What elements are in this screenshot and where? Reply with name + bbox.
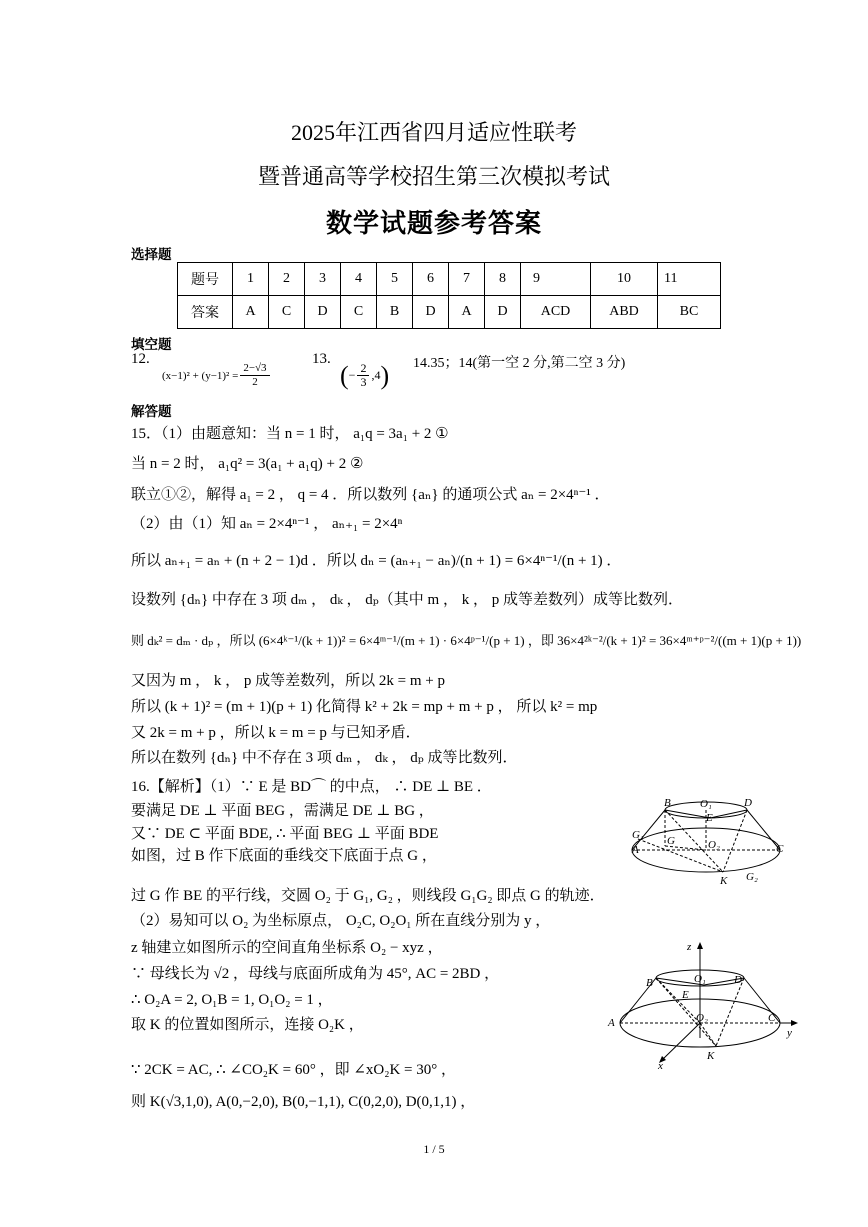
- table-cell: 6: [413, 263, 449, 296]
- q12-lhs: (x−1)² + (y−1)² =: [162, 369, 239, 382]
- label-G2: G₂: [746, 871, 758, 883]
- table-row: [178, 296, 721, 329]
- table-cell: 1: [233, 263, 269, 296]
- q15-line: 所以在数列 {dₙ} 中不存在 3 项 dₘ ， dₖ ， dₚ 成等比数列．: [131, 750, 518, 766]
- q16-line: z 轴建立如图所示的空间直角坐标系 O₂ − xyz ，: [131, 940, 443, 956]
- table-cell: 3: [305, 263, 341, 296]
- choice-heading: 选择题: [131, 247, 172, 263]
- table-cell: 8: [485, 263, 521, 296]
- q12-answer: [162, 362, 272, 389]
- q15-line: 则 dₖ² = dₘ · dₚ ，所以 (6×4ᵏ⁻¹/(k + 1))² = 6×4ᵐ⁻¹/(m + 1) · 6×4ᵖ⁻¹/(p + 1) ，即 36×4²ᵏ⁻²/(k + 1)² = 36×4ᵐ⁺ᵖ⁻²/((m + 1)(p + 1)): [131, 633, 802, 648]
- q15-line: （2）由（1）知 aₙ = 2×4ⁿ⁻¹ ， aₙ₊₁ = 2×4ⁿ: [131, 516, 403, 532]
- table-cell: A: [233, 296, 269, 329]
- label-D: D: [734, 974, 742, 986]
- q13-frac-top: 2: [357, 362, 369, 376]
- frustum-figure-2: [604, 938, 804, 1073]
- solutions-heading: 解答题: [131, 404, 172, 420]
- q16-line: （2）易知可以 O₂ 为坐标原点， O₂C, O₂O₁ 所在直线分别为 y ，: [131, 913, 551, 929]
- table-cell: C: [341, 296, 377, 329]
- label-E: E: [682, 989, 689, 1001]
- q12-number: 12.: [131, 351, 150, 367]
- label-K: K: [707, 1050, 715, 1062]
- answer-table: [177, 262, 721, 329]
- row-label-num: 题号: [178, 263, 233, 296]
- row-label-ans: 答案: [178, 296, 233, 329]
- label-C: C: [776, 843, 784, 855]
- label-K: K: [720, 875, 728, 887]
- table-cell: D: [305, 296, 341, 329]
- title-line-2: 暨普通高等学校招生第三次模拟考试: [257, 164, 610, 189]
- table-cell: B: [377, 296, 413, 329]
- q16-line: 如图，过 B 作下底面的垂线交下底面于点 G ，: [131, 848, 437, 864]
- label-x: x: [658, 1060, 663, 1072]
- page-title: 数学试题参考答案: [325, 209, 542, 239]
- label-G1: G₁: [632, 829, 644, 841]
- table-cell: 7: [449, 263, 485, 296]
- table-cell: D: [485, 296, 521, 329]
- table-cell: A: [449, 296, 485, 329]
- label-A: A: [632, 844, 639, 856]
- q13-answer: ( − $\frac{2}{3}$ ,4 ): [340, 360, 390, 390]
- q14-answer: 14.35；14(第一空 2 分,第二空 3 分): [413, 356, 626, 371]
- q16-line: 又∵ DE ⊂ 平面 BDE, ∴ 平面 BEG ⊥ 平面 BDE: [131, 826, 439, 842]
- frustum-figure-1: [628, 796, 798, 892]
- q16-line: 过 G 作 BE 的平行线，交圆 O₂ 于 G₁, G₂ ，则线段 G₁G₂ 即点 G 的轨迹．: [131, 888, 605, 904]
- q12-frac-top: 2−√3: [240, 362, 269, 376]
- label-O1: O₁: [694, 973, 706, 985]
- q15-line: 设数列 {dₙ} 中存在 3 项 dₘ ， dₖ ， dₚ（其中 m ， k ， p 成等差数列）成等比数列．: [131, 592, 683, 608]
- table-cell: BC: [658, 296, 721, 329]
- q15-line: 又因为 m ， k ， p 成等差数列，所以 2k = m + p: [131, 673, 446, 689]
- label-A: A: [608, 1017, 615, 1029]
- label-y: y: [787, 1027, 792, 1039]
- table-cell: C: [269, 296, 305, 329]
- table-cell: ACD: [521, 296, 591, 329]
- q15-line: 15．（1）由题意知：当 n = 1 时， a₁q = 3a₁ + 2 ①: [131, 426, 449, 442]
- table-cell: ABD: [591, 296, 658, 329]
- q15-line: 当 n = 2 时， a₁q² = 3(a₁ + a₁q) + 2 ②: [131, 456, 364, 472]
- table-cell: 4: [341, 263, 377, 296]
- table-cell: 5: [377, 263, 413, 296]
- label-E: E: [706, 812, 713, 824]
- table-cell: 11: [658, 263, 721, 296]
- title-line-1: 2025年江西省四月适应性联考: [290, 120, 577, 145]
- label-G: G: [667, 835, 675, 847]
- q16-line: 则 K(√3,1,0), A(0,−2,0), B(0,−1,1), C(0,2,0), D(0,1,1) ，: [131, 1094, 476, 1110]
- q16-line: ∵ 2CK = AC, ∴ ∠CO₂K = 60° ，即 ∠xO₂K = 30° ，: [131, 1062, 456, 1078]
- label-z: z: [687, 941, 692, 953]
- label-B: B: [646, 977, 653, 989]
- q15-line: 所以 (k + 1)² = (m + 1)(p + 1) 化简得 k² + 2k = mp + m + p ， 所以 k² = mp: [131, 699, 598, 715]
- q13-rest: ,4: [371, 368, 381, 382]
- table-cell: 10: [591, 263, 658, 296]
- label-B: B: [664, 797, 671, 809]
- fill-heading: 填空题: [131, 337, 172, 353]
- label-D: D: [744, 797, 752, 809]
- q16-line: 取 K 的位置如图所示，连接 O₂K ，: [131, 1017, 364, 1033]
- q16-line: ∵ 母线长为 √2 ，母线与底面所成角为 45°, AC = 2BD ，: [131, 966, 500, 982]
- q13-number: 13.: [312, 351, 331, 367]
- q12-frac-bottom: 2: [252, 376, 258, 388]
- q15-line: 又 2k = m + p ，所以 k = m = p 与已知矛盾．: [131, 725, 421, 741]
- page-number: 1 / 5: [423, 1142, 445, 1156]
- q13-frac-bottom: 3: [360, 375, 367, 389]
- label-O2: O₂: [708, 839, 720, 851]
- q16-line: ∴ O₂A = 2, O₁B = 1, O₁O₂ = 1 ，: [131, 992, 333, 1008]
- label-O2: O₂: [696, 1012, 708, 1024]
- label-O1: O₁: [700, 798, 712, 810]
- table-cell: D: [413, 296, 449, 329]
- q15-line: 联立①②，解得 a₁ = 2 ， q = 4 ．所以数列 {aₙ} 的通项公式 aₙ = 2×4ⁿ⁻¹ ．: [131, 487, 610, 503]
- table-cell: 2: [269, 263, 305, 296]
- label-C: C: [768, 1012, 776, 1024]
- q16-line: 16.【解析】（1）∵ E 是 BD⌒ 的中点， ∴ DE ⊥ BE ．: [131, 779, 492, 795]
- q16-line: 要满足 DE ⊥ 平面 BEG ，需满足 DE ⊥ BG ，: [131, 803, 434, 819]
- q15-line: 所以 aₙ₊₁ = aₙ + (n + 2 − 1)d ．所以 dₙ = (aₙ₊₁ − aₙ)/(n + 1) = 6×4ⁿ⁻¹/(n + 1) ．: [131, 553, 622, 569]
- table-row: [178, 263, 721, 296]
- table-cell: 9: [521, 263, 591, 296]
